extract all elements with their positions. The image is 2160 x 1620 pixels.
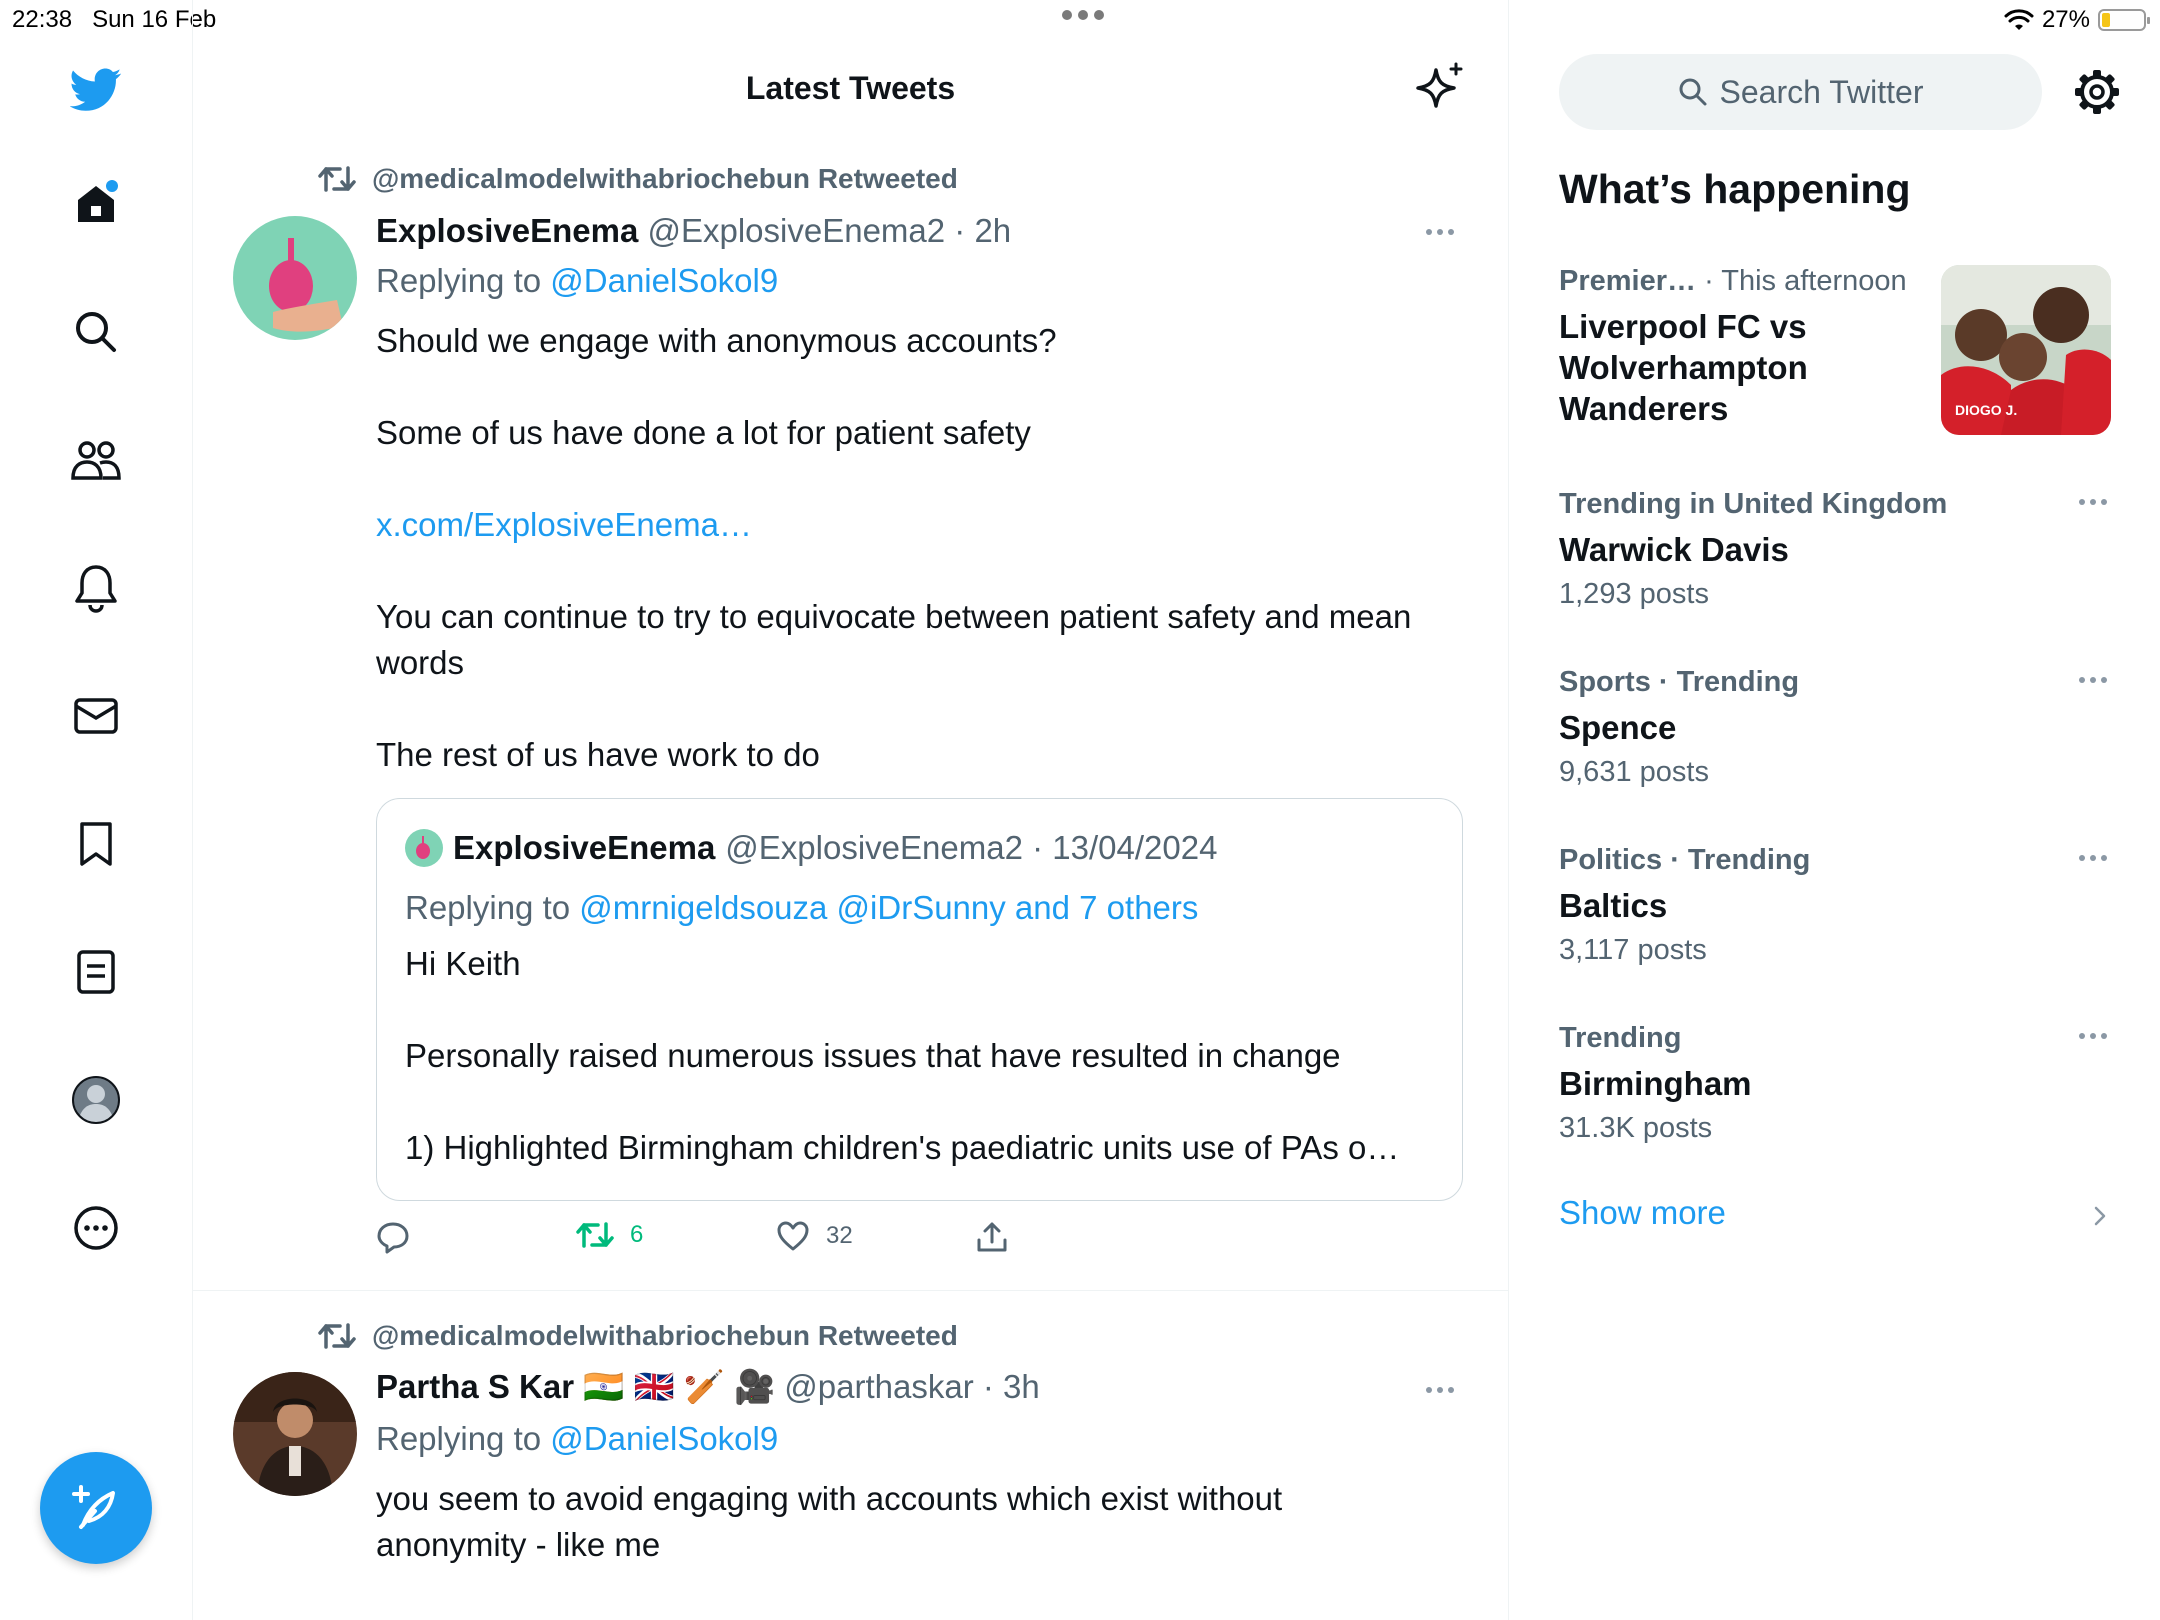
twitter-logo[interactable] [66, 60, 126, 120]
trend-more-button[interactable] [2079, 1030, 2119, 1042]
retweet-count: 6 [630, 1221, 644, 1248]
nav-messages[interactable] [66, 686, 126, 746]
trend-item[interactable] [1559, 666, 2119, 789]
retweet-context [318, 163, 958, 195]
list-icon [76, 949, 116, 995]
avatar[interactable] [233, 1372, 357, 1496]
reply-button[interactable] [376, 1220, 426, 1254]
left-nav [0, 0, 193, 1620]
tweet-header [376, 1368, 1040, 1407]
trend-meta [1559, 265, 1939, 298]
gear-icon [2071, 66, 2123, 118]
tweet-paragraph: The rest of us have work to do [376, 736, 820, 773]
sparkle-button[interactable] [1416, 62, 1466, 112]
person-photo-avatar-icon [233, 1372, 357, 1496]
quote-display-name: ExplosiveEnema [453, 829, 716, 866]
tweet-text [376, 1476, 1336, 1568]
trend-meta [1559, 488, 2119, 521]
trend-title: Baltics [1559, 887, 1668, 924]
tweet-divider [193, 1290, 1508, 1291]
timeline-header [193, 40, 1508, 144]
trend-count: 9,631 posts [1559, 756, 1709, 788]
share-icon [976, 1220, 1008, 1254]
trend-category: Premier… [1559, 265, 1697, 297]
tweet-actions [376, 1220, 1076, 1270]
search-icon [72, 308, 120, 356]
retweet-context [318, 1320, 958, 1352]
quote-replying-to [405, 889, 1198, 927]
trend-category: Politics · Trending [1559, 844, 1811, 876]
retweet-button[interactable] [576, 1220, 643, 1250]
trend-meta [1559, 1022, 2119, 1055]
search-input[interactable] [1559, 54, 2042, 130]
like-button[interactable] [776, 1220, 853, 1252]
bookmark-icon [77, 820, 115, 868]
compose-feather-icon [69, 1481, 123, 1535]
quote-header [405, 829, 1217, 867]
trend-title: Spence [1559, 709, 1677, 746]
trend-title: Birmingham [1559, 1065, 1752, 1102]
quoted-tweet[interactable] [376, 798, 1463, 1201]
retweeted-by-text: @medicalmodelwithabriochebun Retweeted [372, 163, 958, 194]
quote-text [405, 941, 1445, 1171]
chevron-right-icon[interactable] [2091, 1204, 2109, 1228]
retweet-icon [576, 1220, 614, 1250]
tweet-more-button[interactable] [1426, 1380, 1466, 1400]
trend-category: Trending [1559, 1022, 1682, 1054]
trend-meta [1559, 844, 2119, 877]
trend-more-button[interactable] [2079, 674, 2119, 686]
show-more-link[interactable]: Show more [1559, 1194, 1726, 1231]
nav-home[interactable] [66, 174, 126, 234]
quote-handle-time: @ExplosiveEnema2 · 13/04/2024 [725, 829, 1218, 866]
quote-paragraph: Personally raised numerous issues that have resulted in change [405, 1037, 1341, 1074]
nav-more[interactable] [66, 1198, 126, 1258]
tweet-more-button[interactable] [1426, 222, 1466, 242]
whats-happening-title: What’s happening [1559, 166, 1911, 212]
tweet-paragraph: you seem to avoid engaging with accounts which exist without anonymity - like me [376, 1480, 1283, 1563]
nav-explore[interactable] [66, 302, 126, 362]
display-name[interactable]: Partha S Kar 🇮🇳 🇬🇧 🏏 🎥 [376, 1368, 776, 1405]
page-title: Latest Tweets [745, 70, 956, 106]
sidebar [1509, 0, 2160, 1620]
settings-button[interactable] [2071, 66, 2123, 118]
heart-icon [776, 1220, 810, 1252]
tweet-paragraph: Some of us have done a lot for patient safety [376, 414, 1031, 451]
nav-lists[interactable] [66, 942, 126, 1002]
avatar[interactable] [233, 216, 357, 340]
home-icon [68, 176, 124, 232]
people-icon [70, 436, 122, 484]
handle-time: @ExplosiveEnema2 · 2h [647, 212, 1012, 249]
share-button[interactable] [976, 1220, 1008, 1254]
trend-more-button[interactable] [2079, 496, 2119, 508]
tweet-paragraph: Should we engage with anonymous accounts? [376, 322, 1057, 359]
replying-prefix: Replying to [376, 262, 551, 299]
tweet-link[interactable]: x.com/ExplosiveEnema… [376, 506, 752, 543]
trend-item[interactable] [1559, 488, 2119, 611]
football-photo-icon [1941, 265, 2111, 435]
tweet-text [376, 318, 1436, 778]
quote-paragraph: Hi Keith [405, 945, 521, 982]
search-icon [1678, 77, 1708, 107]
nav-profile[interactable] [66, 1070, 126, 1130]
trend-time: · This afternoon [1696, 265, 1907, 297]
quote-paragraph: 1) Highlighted Birmingham children's paediatric units use of PAs o… [405, 1129, 1400, 1166]
bell-icon [73, 563, 119, 613]
trend-item[interactable] [1559, 1022, 2119, 1145]
trend-more-button[interactable] [2079, 852, 2119, 864]
profile-icon [71, 1075, 121, 1125]
tweet-paragraph: You can continue to try to equivocate between patient safety and mean words [376, 598, 1412, 681]
search-placeholder: Search Twitter [1719, 73, 1924, 110]
nav-bookmarks[interactable] [66, 814, 126, 874]
bird-icon [70, 68, 122, 112]
retweet-icon [318, 164, 356, 194]
jersey-text: DIOGO J. [1955, 402, 2018, 418]
time-text: 22:38 [12, 6, 73, 33]
mail-icon [73, 696, 119, 736]
trend-item[interactable] [1559, 265, 1939, 429]
more-circle-icon [73, 1205, 119, 1251]
retweeted-by-text: @medicalmodelwithabriochebun Retweeted [372, 1320, 958, 1351]
trend-count: 3,117 posts [1559, 934, 1707, 966]
nav-notifications[interactable] [66, 558, 126, 618]
battery-percent: 27% [2041, 6, 2090, 33]
trend-count: 1,293 posts [1559, 578, 1709, 610]
trend-count: 31.3K posts [1559, 1112, 1713, 1144]
handle-time: @parthaskar · 3h [784, 1368, 1040, 1405]
mention-link[interactable]: @mrnigeldsouza @iDrSunny and 7 others [579, 889, 1199, 926]
compose-button[interactable] [40, 1452, 152, 1564]
trend-meta [1559, 666, 2119, 699]
trend-category: Trending in United Kingdom [1559, 488, 1948, 520]
replying-to [376, 262, 778, 300]
retweet-icon [318, 1321, 356, 1351]
trend-category: Sports · Trending [1559, 666, 1800, 698]
replying-prefix: Replying to [376, 1420, 551, 1457]
enema-bulb-avatar-icon [405, 829, 443, 867]
tweet-header [376, 212, 1011, 250]
timeline-column [193, 0, 1509, 1620]
mention-link[interactable]: @DanielSokol9 [550, 1420, 779, 1457]
like-count: 32 [826, 1222, 853, 1249]
trend-image[interactable] [1941, 265, 2111, 435]
sparkle-icon [1416, 62, 1466, 112]
nav-communities[interactable] [66, 430, 126, 490]
trend-item[interactable] [1559, 844, 2119, 967]
reply-icon [376, 1220, 410, 1254]
trend-title: Liverpool FC vs Wolverhampton Wanderers [1559, 308, 1808, 427]
date-text: Sun 16 Feb [92, 6, 217, 33]
display-name[interactable]: ExplosiveEnema [376, 212, 639, 249]
enema-bulb-avatar-icon [233, 216, 357, 340]
replying-to [376, 1420, 778, 1458]
mention-link[interactable]: @DanielSokol9 [550, 262, 779, 299]
replying-prefix: Replying to [405, 889, 580, 926]
trend-title: Warwick Davis [1559, 531, 1789, 568]
quote-avatar [405, 829, 443, 867]
